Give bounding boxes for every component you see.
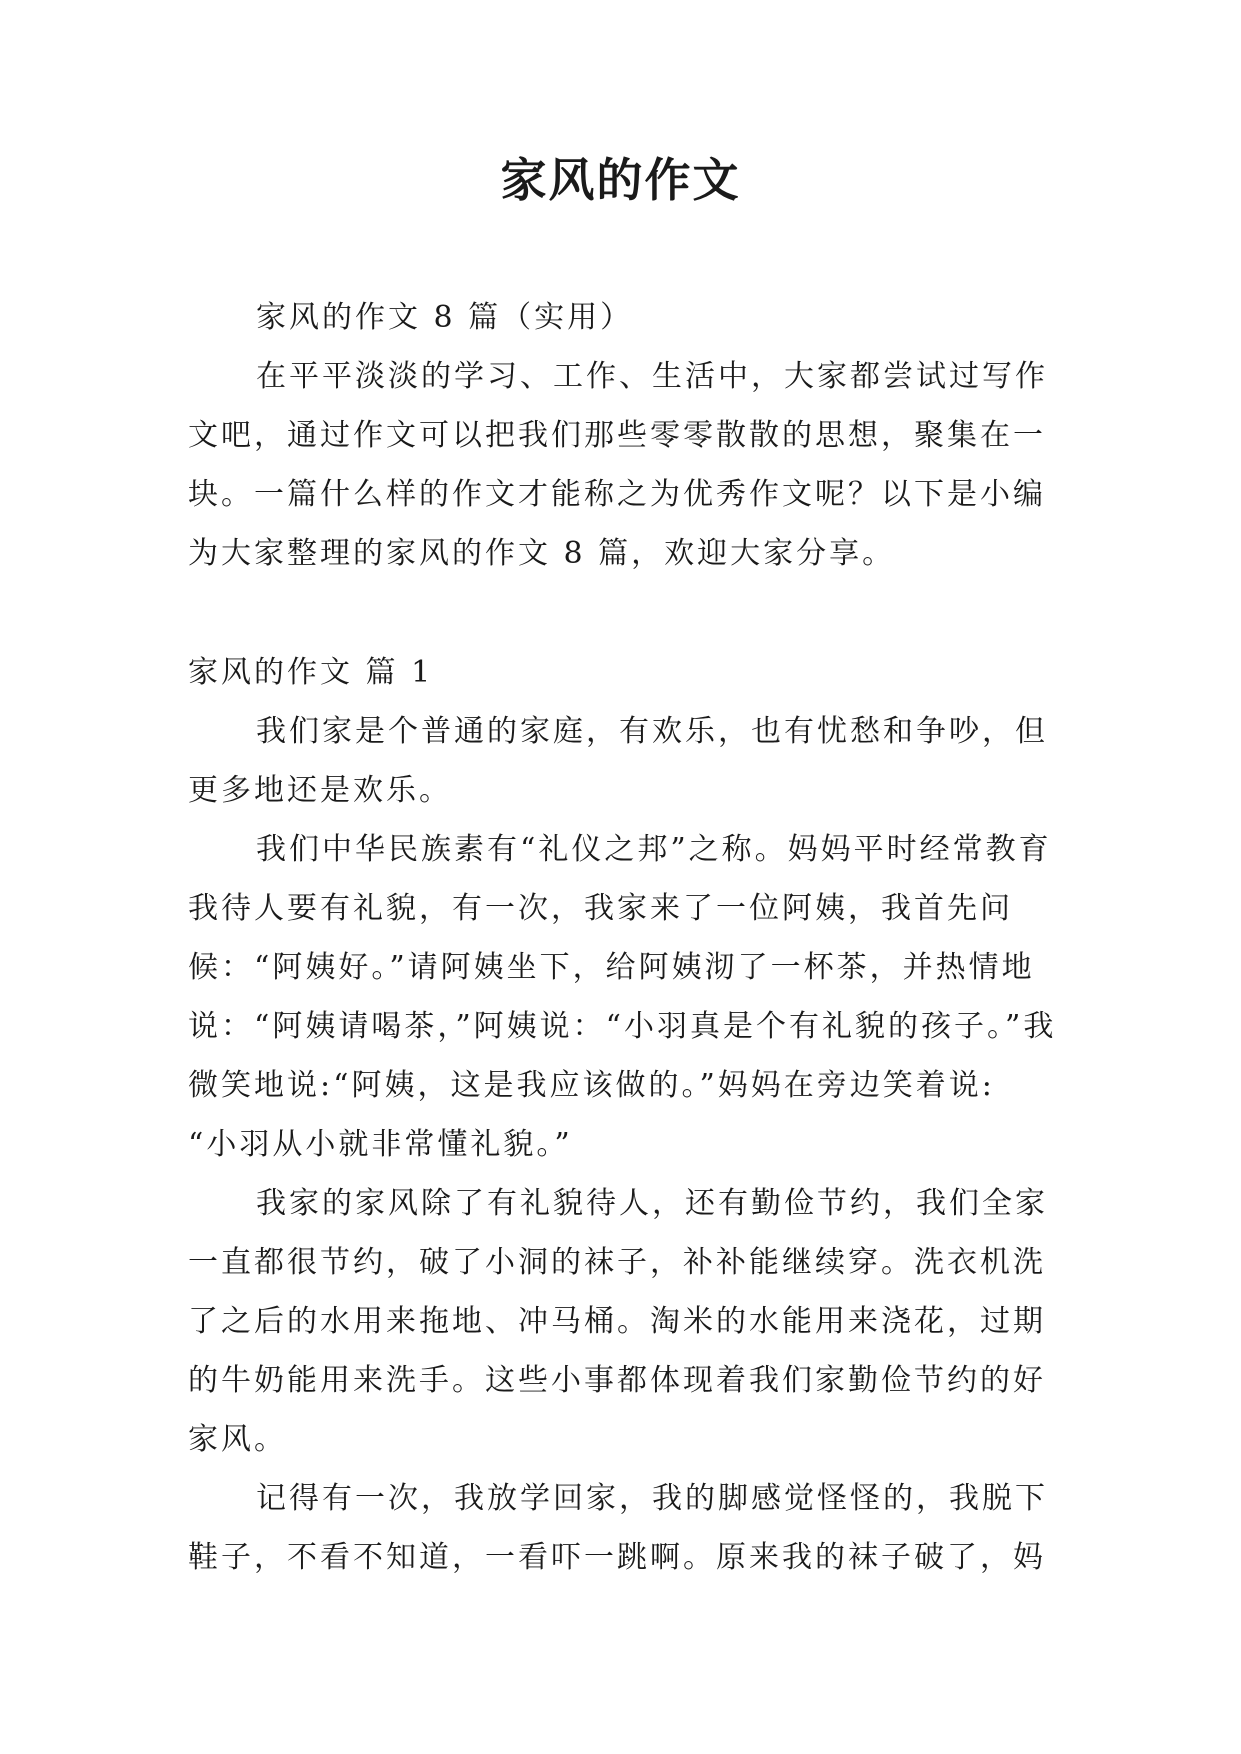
body-paragraph: 我家的家风除了有礼貌待人，还有勤俭节约，我们全家一直都很节约，破了小洞的袜子，补补能继续穿。洗衣机洗了之后的水用来拖地、冲马桶。淘米的水能用来浇花，过期的牛奶能用来洗手。这些小事都体现着我们家勤俭节约的好家风。: [188, 1186, 1048, 1457]
body-paragraph: 记得有一次，我放学回家，我的脚感觉怪怪的，我脱下鞋子，不看不知道，一看吓一跳啊。原来我的袜子破了，妈: [188, 1481, 1048, 1575]
document-title: 家风的作文: [500, 153, 741, 207]
intro-paragraph: 在平平淡淡的学习、工作、生活中，大家都尝试过写作文吧，通过作文可以把我们那些零零散散的思想，聚集在一块。一篇什么样的作文才能称之为优秀作文呢？以下是小编为大家整理的家风的作文 8 篇，欢迎大家分享。: [188, 359, 1048, 571]
body-paragraph: “小羽从小就非常懂礼貌。”: [188, 1127, 573, 1162]
body-paragraph: 我们中华民族素有“礼仪之邦”之称。妈妈平时经常教育我待人要有礼貌，有一次，我家来了一位阿姨，我首先问候：“阿姨好。”请阿姨坐下，给阿姨沏了一杯茶，并热情地说：“阿姨请喝茶，”阿姨说：“小羽真是个有礼貌的孩子。”我微笑地说:“阿姨，这是我应该做的。”妈妈在旁边笑着说:: [188, 832, 1057, 1103]
body-paragraph: 我们家是个普通的家庭，有欢乐，也有忧愁和争吵，但更多地还是欢乐。: [188, 714, 1048, 808]
document-body: [188, 288, 1058, 1587]
section-heading: 家风的作文 篇 1: [188, 655, 434, 690]
document-subtitle: 家风的作文 8 篇（实用）: [256, 300, 634, 335]
